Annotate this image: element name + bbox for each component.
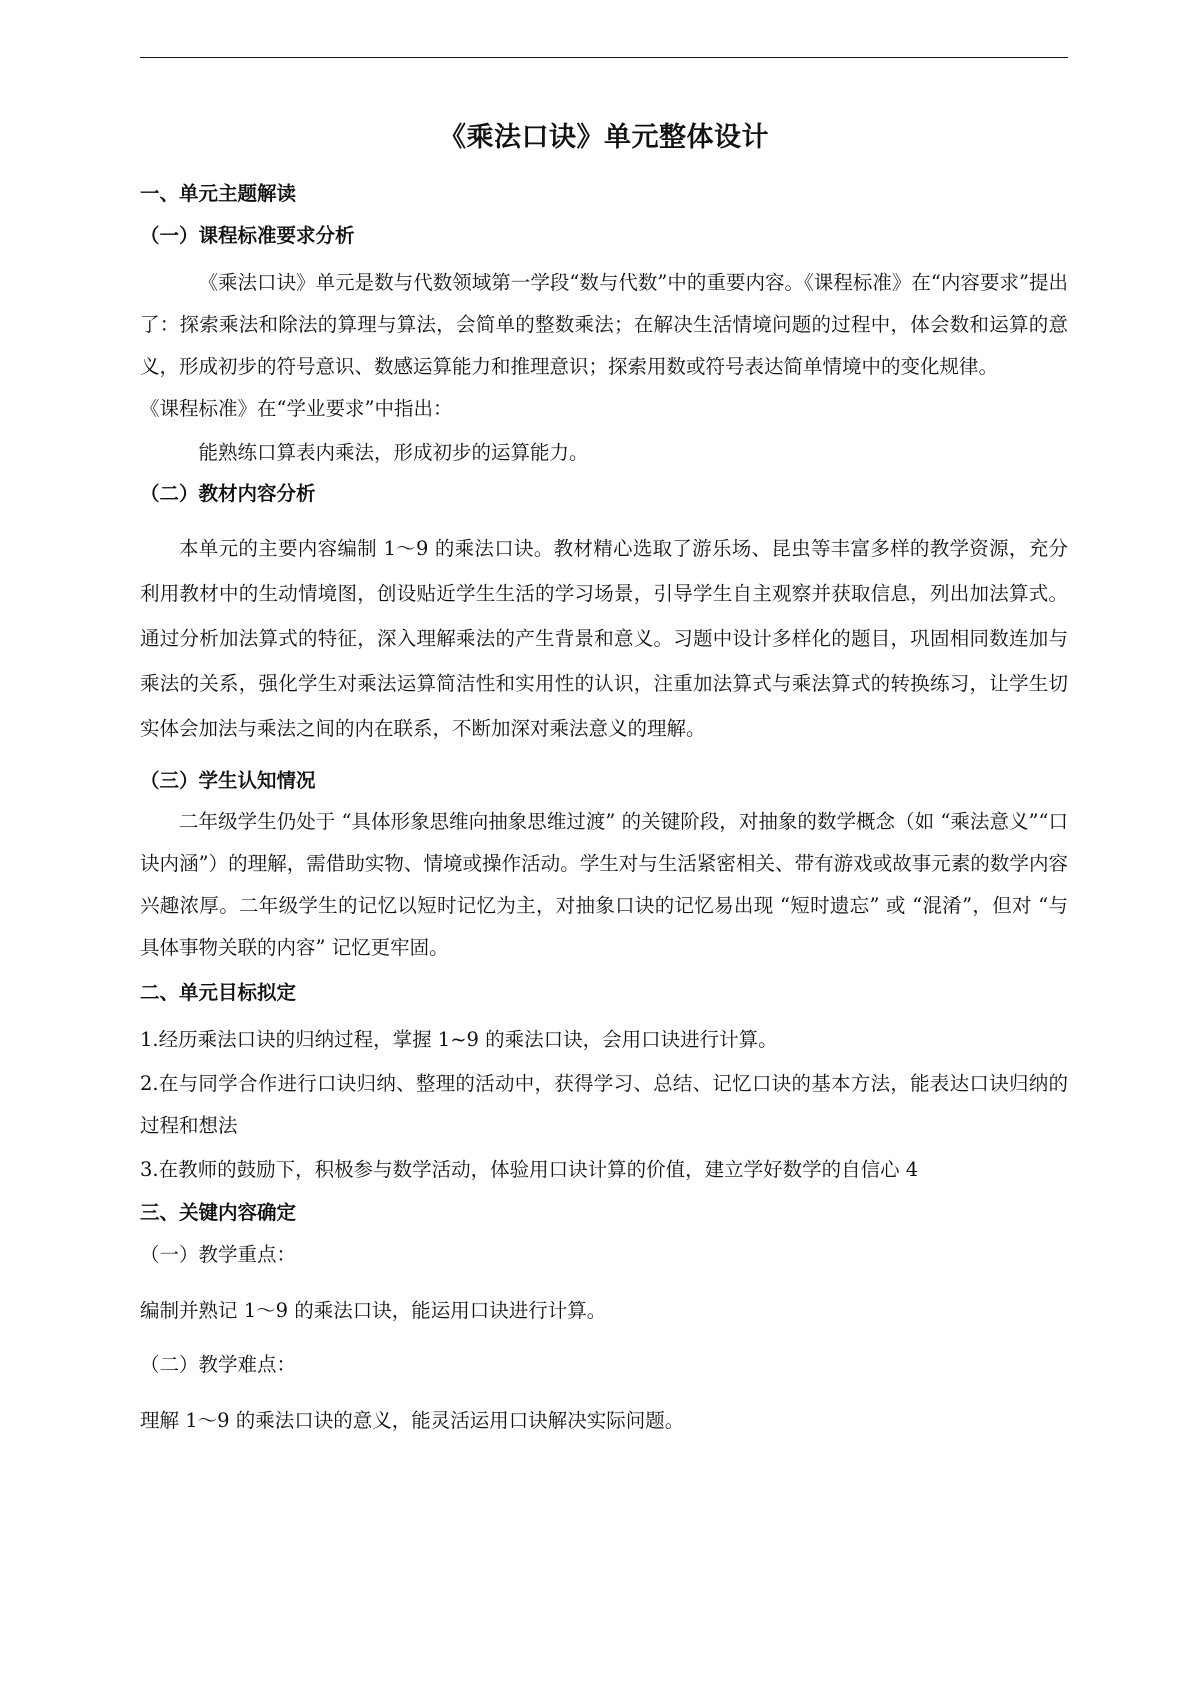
academic-requirement-intro: 《课程标准》在“学业要求”中指出： [140,397,453,420]
goal-item-3: 3.在教师的鼓励下，积极参与数学活动，体验用口诀计算的价值，建立学好数学的自信心 4 [140,1158,919,1181]
academic-requirement-text: 能熟练口算表内乘法，形成初步的运算能力。 [198,441,589,464]
teaching-focus-text: 编制并熟记 1～9 的乘法口诀，能运用口诀进行计算。 [140,1299,607,1322]
section-1-sub-3-heading: （三）学生认知情况 [140,769,316,792]
student-cognition-paragraph: 二年级学生仍处于 “具体形象思维向抽象思维过渡” 的关键阶段，对抽象的数学概念（如 “乘法意义”“口诀内涵”）的理解，需借助实物、情境或操作活动。学生对与生活紧密相关、带有游戏或故事元素的数学内容兴趣浓厚。二年级学生的记忆以短时记忆为主，对抽象口诀的记忆易出现 “短时遗忘” 或 “混淆”，但对 “与具体事物关联的内容” 记忆更牢固。 [140,810,1068,959]
document-body [140,118,1068,1437]
section-3-sub-2-heading: （二）教学难点： [140,1353,297,1376]
curriculum-standard-paragraph: 《乘法口诀》单元是数与代数领域第一学段“数与代数”中的重要内容。《课程标准》在“内容要求”提出了：探索乘法和除法的算理与算法，会简单的整数乘法；在解决生活情境问题的过程中，体会数和运算的意义，形成初步的符号意识、数感运算能力和推理意识；探索用数或符号表达简单情境中的变化规律。 [140,271,1068,378]
textbook-analysis-paragraph: 本单元的主要内容编制 1～9 的乘法口诀。教材精心选取了游乐场、昆虫等丰富多样的教学资源，充分利用教材中的生动情境图，创设贴近学生生活的学习场景，引导学生自主观察并获取信息，列出加法算式。通过分析加法算式的特征，深入理解乘法的产生背景和意义。习题中设计多样化的题目，巩固相同数连加与乘法的关系，强化学生对乘法运算简洁性和实用性的认识，注重加法算式与乘法算式的转换练习，让学生切实体会加法与乘法之间的内在联系，不断加深对乘法意义的理解。 [140,537,1068,740]
section-3-sub-1-heading: （一）教学重点： [140,1243,297,1266]
section-2-heading: 二、单元目标拟定 [140,981,297,1004]
section-1-sub-2-heading: （二）教材内容分析 [140,482,316,505]
header-rule [140,57,1068,58]
teaching-difficulty-text: 理解 1～9 的乘法口诀的意义，能灵活运用口诀解决实际问题。 [140,1409,685,1432]
goal-item-1: 1.经历乘法口诀的归纳过程，掌握 1~9 的乘法口诀，会用口诀进行计算。 [140,1028,778,1051]
section-1-heading: 一、单元主题解读 [140,182,297,205]
section-3-heading: 三、关键内容确定 [140,1201,297,1224]
goal-item-2: 2.在与同学合作进行口诀归纳、整理的活动中，获得学习、总结、记忆口诀的基本方法，能表达口诀归纳的过程和想法 [140,1072,1068,1137]
document-title: 《乘法口诀》单元整体设计 [439,122,769,153]
section-1-sub-1-heading: （一）课程标准要求分析 [140,224,355,247]
